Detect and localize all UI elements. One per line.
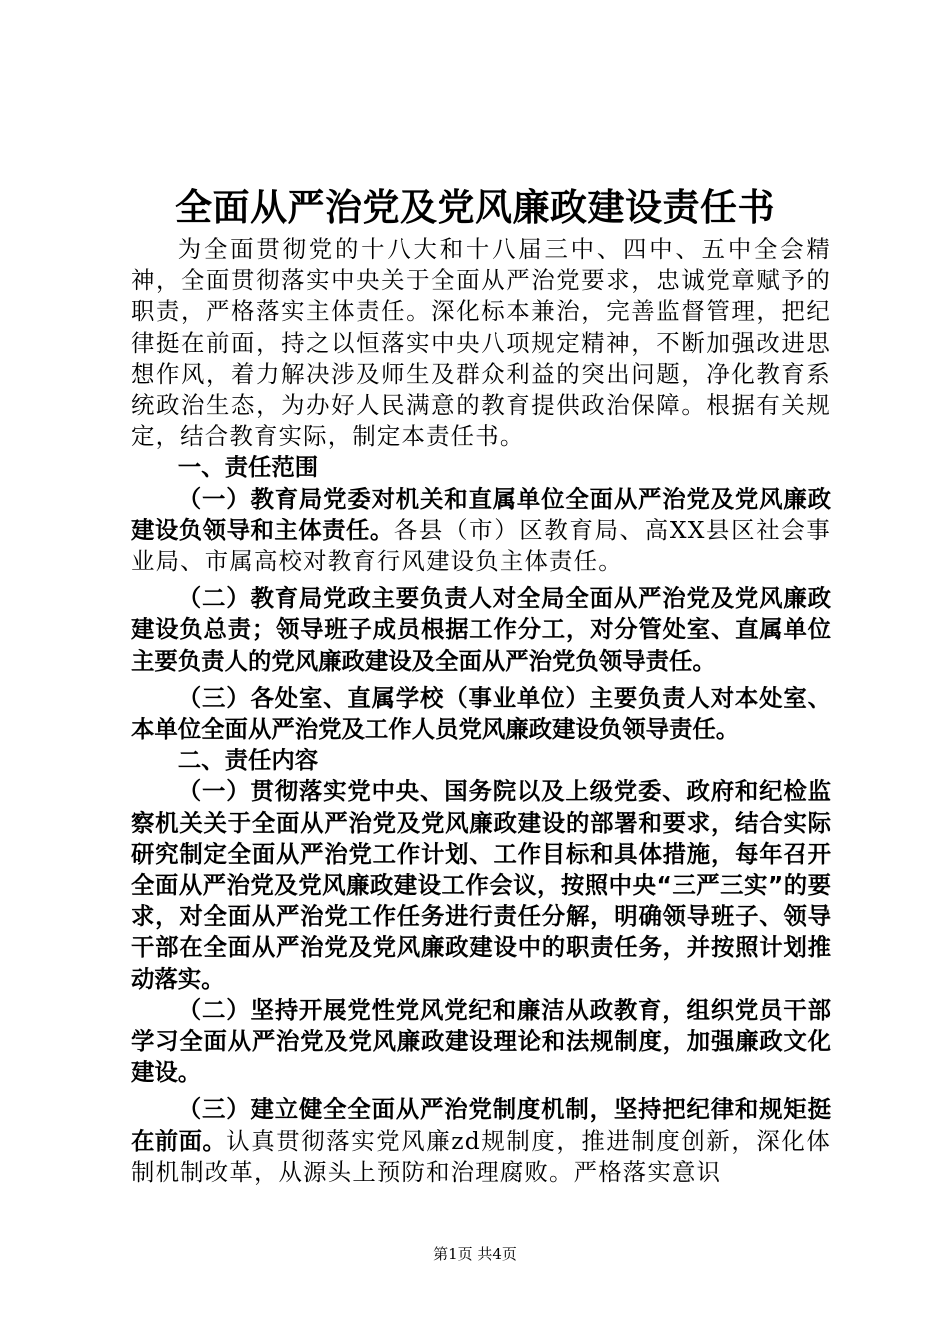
content-item-3-rest: 认真贯彻落实党风廉zd规制度，推进制度创新，深化体制机制改革，从源头上预防和治理腐败。严格落实意识 — [131, 1126, 832, 1186]
content-item-2: （二）坚持开展党性党风党纪和廉洁从政教育，组织党员干部学习全面从严治党及党风廉政建设理论和法规制度，加强廉政文化建设。 — [131, 995, 831, 1087]
document-title: 全面从严治党及党风廉政建设责任书 — [175, 186, 775, 229]
content-item-3 — [131, 1094, 831, 1188]
section-heading-scope: 一、责任范围 — [177, 453, 319, 482]
intro-paragraph: 为全面贯彻党的十八大和十八届三中、四中、五中全会精神，全面贯彻落实中央关于全面从严治党要求，忠诚党章赋予的职责，严格落实主体责任。深化标本兼治，完善监督管理，把纪律挺在前面，持之以恒落实中央八项规定精神，不断加强改进思想作风，着力解决涉及师生及群众利益的突出问题，净化教育系统政治生态，为办好人民满意的教育提供政治保障。根据有关规定，结合教育实际，制定本责任书。 — [131, 235, 831, 451]
page-number: 第1页 共4页 — [433, 1245, 517, 1263]
section-heading-content: 二、责任内容 — [177, 746, 319, 775]
content-item-3-lead: （三）建立健全全面从严治党制度机制，坚持把纪律和规矩挺在前面。 — [131, 1095, 831, 1155]
document-body — [131, 234, 831, 1188]
scope-item-1-rest: 各县（市）区教育局、高XX县区社会事业局、市属高校对教育行风建设负主体责任。 — [131, 515, 832, 576]
scope-item-2: （二）教育局党政主要负责人对全局全面从严治党及党风廉政建设负总责；领导班子成员根据工作分工，对分管处室、直属单位主要负责人的党风廉政建设及全面从严治党负领导责任。 — [131, 584, 831, 675]
scope-item-1-lead: （一）教育局党委对机关和直属单位全面从严治党及党风廉政建设负领导和主体责任。 — [131, 484, 831, 544]
scope-item-3: （三）各处室、直属学校（事业单位）主要负责人对本处室、本单位全面从严治党及工作人员党风廉政建设负领导责任。 — [131, 683, 831, 744]
content-item-1: （一）贯彻落实党中央、国务院以及上级党委、政府和纪检监察机关关于全面从严治党及党风廉政建设的部署和要求，结合实际研究制定全面从严治党工作计划、工作目标和具体措施，每年召开全面从严治党及党风廉政建设工作会议，按照中央“三严三实”的要求，对全面从严治党工作任务进行责任分解，明确领导班子、领导干部在全面从严治党及党风廉政建设中的职责任务，并按照计划推动落实。 — [131, 777, 831, 993]
scope-item-1 — [131, 484, 831, 578]
